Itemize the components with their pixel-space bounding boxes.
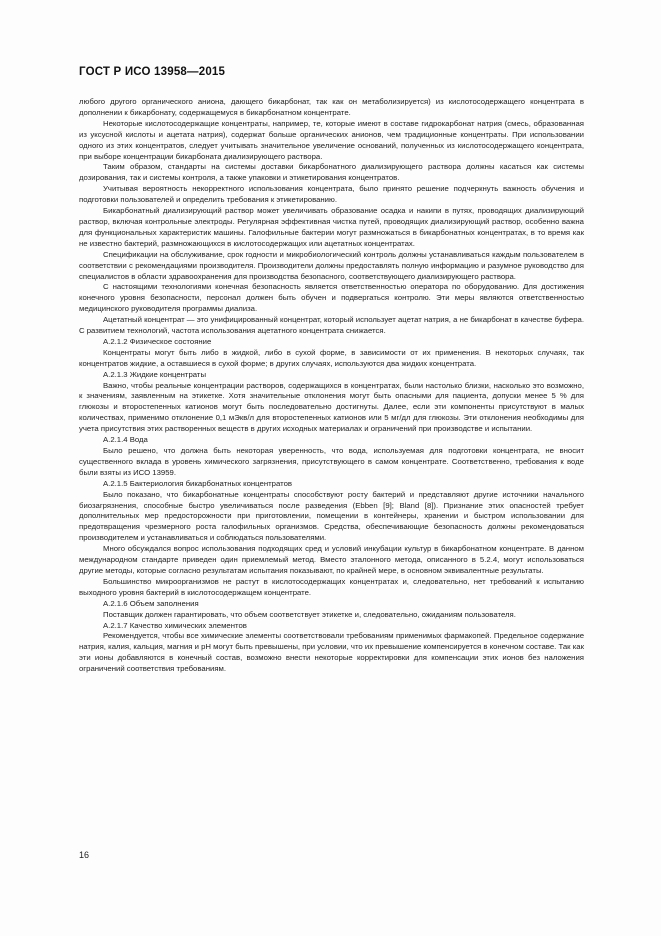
- paragraph: Важно, чтобы реальные концентрации растворов, содержащихся в концентратах, были настолько близки, насколько это возможно, к значениям, заявленным на этикетке. Хотя значительные отклонения могут быть опасными для пациента, допуски менее 5 % для глюкозы и второстепенных катионов могут быть последовательно достигнуты. Далее, если эти компоненты присутствуют в малых количествах, применимо отклонение 0,1 мЭкв/л для второстепенных катионов или 5 мг/дл для глюкозы. Эти отклонения необходимы для учета присутствия этих растворенных веществ в других исходных материалах и ограничений при производстве и испытании.: [79, 380, 584, 434]
- paragraph: С настоящими технологиями конечная безопасность является ответственностью оператора по оборудованию. Для достижения конечного уровня безопасности, персонал должен быть обучен и подвергаться контролю. Эти меры являются ответственностью медицинского руководителя программы диализа.: [79, 282, 584, 314]
- paragraph: Большинство микроорганизмов не растут в кислотосодержащих концентратах и, следовательно, нет требований к испытанию выходного уровня бактерий в кислотосодержащем концентрате.: [79, 576, 584, 597]
- section-heading: А.2.1.2 Физическое состояние: [103, 336, 212, 346]
- paragraph: Бикарбонатный диализирующий раствор может увеличивать образование осадка и накипи в путях, проводящих диализирующий раствор, включая контрольные электроды. Регулярная эффективная чистка путей, проводящих диализирующий раствор, особенно важна для функциональных характеристик машины. Галофильные бактерии могут размножаться в бикарбонатных концентратах, в то время как не известно бактерий, размножающихся в кислотосодержащих или ацетатных концентратах.: [79, 206, 584, 248]
- paragraph: Было решено, что должна быть некоторая уверенность, что вода, используемая для подготовки концентрата, не вносит существенного вклада в уровень химического загрязнения, присутствующего в самом концентрате. Соответственно, требования к воде были взяты из ИСО 13959.: [79, 446, 584, 477]
- paragraph: Учитывая вероятность некорректного использования концентрата, было принято решение подчеркнуть важность обучения и подготовки пользователей и определить требования к этикетированию.: [79, 184, 584, 205]
- paragraph: Таким образом, стандарты на системы доставки бикарбонатного диализирующего раствора должны касаться как системы дозирования, так и системы контроля, а также упаковки и этикетирования концентратов.: [79, 162, 584, 183]
- section-heading: А.2.1.5 Бактериология бикарбонатных концентратов: [103, 478, 293, 488]
- section-heading: А.2.1.4 Вода: [103, 435, 148, 445]
- paragraph: Поставщик должен гарантировать, что объем соответствует этикетке и, следовательно, ожиданиям пользователя.: [103, 609, 516, 619]
- paragraph: Ацетатный концентрат — это унифицированный концентрат, который использует ацетат натрия, а не бикарбонат в качестве буфера. С развитием технологий, частота использования ацетатного концентрата снижается.: [79, 315, 584, 336]
- section-heading: А.2.1.7 Качество химических элементов: [103, 620, 247, 630]
- paragraph: Было показано, что бикарбонатные концентраты способствуют росту бактерий и представляют другие источники начального биозагрязнения, способные быстро увеличиваться после разведения (Ebben [9]; Bland [8]). Признание этих опасностей требует дополнительных мер предосторожности при приготовлении, помещении в контейнеры, хранении и быстром использовании для предотвращения чрезмерного роста галофильных организмов. Средства, обеспечивающие безопасность должны рекомендоваться производителем и устанавливаться и соблюдаться пользователями.: [79, 489, 584, 543]
- document-body: [79, 97, 584, 675]
- page-number: 16: [79, 850, 90, 860]
- paragraph: Некоторые кислотосодержащие концентраты, например, те, которые имеют в составе гидрокарбонат натрия (смесь, образованная из уксусной кислоты и ацетата натрия), содержат больше органических анионов, чем традиционные концентраты. При использовании одного из этих концентратов, следует учитывать значительное увеличение оснований, полученных из кислотосодержащего концентрата, при выборе концентрации бикарбоната диализирующего раствора.: [79, 118, 584, 161]
- standard-header: ГОСТ Р ИСО 13958—2015: [79, 66, 226, 78]
- paragraph: Концентраты могут быть либо в жидкой, либо в сухой форме, в зависимости от их применения. В некоторых случаях, так концентратов жидкие, а оставшиеся в сухой форме; в других случаях, используются два жидких концентрата.: [79, 347, 584, 368]
- paragraph: Много обсуждался вопрос использования подходящих сред и условий инкубации культур в бикарбонатном концентрате. В данном международном стандарте приведен один приемлемый метод. Вместо эталонного метода, описанного в 5.2.4, могут использоваться другие методы, которые согласно результатам испытания показывают, по крайней мере, в основном эквивалентные результаты.: [79, 544, 584, 575]
- section-heading: А.2.1.6 Объем заполнения: [103, 598, 199, 608]
- paragraph: Рекомендуется, чтобы все химические элементы соответствовали требованиям применимых фармакопей. Предельное содержание натрия, калия, кальция, магния и pH могут быть превышены, при условии, что их превышение компенсируется в конечном составе. Так как эти ионы добавляются в конечный состав, возможно внести некоторые корректировки для компенсации этих ионов без наложения ограничений соответствия требованиям.: [79, 631, 584, 674]
- paragraph: любого другого органического аниона, дающего бикарбонат, так как он метаболизируется) из кислотосодержащего концентрата в дополнении к бикарбонату, содержащемуся в бикарбонатном концентрате.: [79, 97, 584, 117]
- section-heading: А.2.1.3 Жидкие концентраты: [103, 369, 207, 379]
- paragraph: Спецификации на обслуживание, срок годности и микробиологический контроль должны устанавливаться каждым пользователем в соответствии с рекомендациями производителя. Производители должны предоставлять полную информацию и разумное руководство для специалистов в области здравоохранения для производства безопасного, соответствующего диализирующего раствора.: [79, 249, 584, 281]
